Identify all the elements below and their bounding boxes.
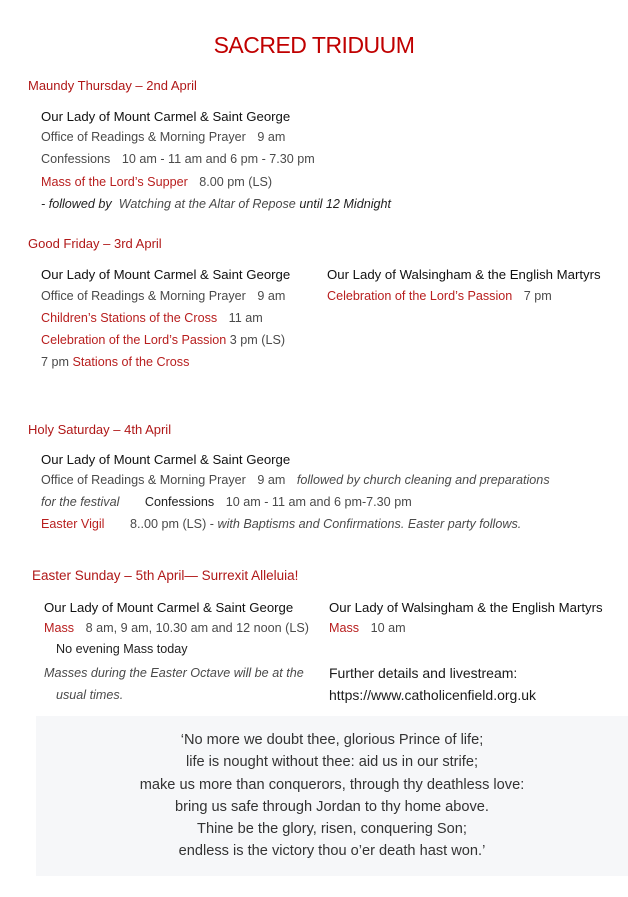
event-time: 10 am - 11 am and 6 pm - 7.30 pm [121,152,315,166]
day-heading: Good Friday – 3rd April [28,236,162,251]
schedule-line [41,517,521,531]
event-label: Office of Readings & Morning Prayer [41,130,246,144]
event-label: Office of Readings & Morning Prayer [41,473,246,487]
no-evening-mass: No evening Mass today [56,642,188,656]
schedule-line [41,311,263,325]
event-note: for the festival [41,495,120,509]
followed-prefix: - followed by [41,197,112,211]
event-time: 7 pm [41,355,69,369]
event-time: 9 am [257,473,286,487]
schedule-line [41,355,189,369]
church-name: Our Lady of Mount Carmel & Saint George [41,267,291,282]
day-heading: Maundy Thursday – 2nd April [28,78,197,93]
event-time: 9 am [257,130,286,144]
schedule-line [44,621,309,635]
schedule-line [41,289,285,303]
event-label: Mass [44,621,75,635]
day-heading: Easter Sunday – 5th April— Surrexit Alleluia! [32,568,299,583]
church-name: Our Lady of Mount Carmel & Saint George [41,109,291,124]
followed-event: Watching at the Altar of Repose [118,197,296,211]
event-label: Mass of the Lord’s Supper [41,175,188,189]
event-time: 11 am [228,311,263,325]
schedule-line [41,495,412,509]
event-time: 3 pm (LS) [229,333,286,347]
event-time: 9 am [257,289,286,303]
schedule-line [329,621,406,635]
hymn-line: Thine be the glory, risen, conquering Son; [197,821,467,837]
further-details-label: Further details and livestream: [329,665,518,681]
event-label: Office of Readings & Morning Prayer [41,289,246,303]
event-time: 8.00 pm (LS) [199,175,273,189]
hymn-line: endless is the victory thou o’er death hast won.’ [178,843,486,859]
page-title: SACRED TRIDUUM [213,32,415,58]
octave-note: Masses during the Easter Octave will be at the [44,666,304,680]
hymn-line: ‘No more we doubt thee, glorious Prince of life; [180,732,484,748]
event-note: followed by church cleaning and preparations [296,473,550,487]
event-time: 10 am - 11 am and 6 pm-7.30 pm [225,495,412,509]
event-time: 10 am [370,621,406,635]
event-label: Confessions [144,495,215,509]
event-label: Celebration of the Lord’s Passion [41,333,227,347]
event-time: 8..00 pm (LS) - [129,517,214,531]
event-time: 8 am, 9 am, 10.30 am and 12 noon (LS) [85,621,309,635]
website-link[interactable]: https://www.catholicenfield.org.uk [329,687,536,703]
schedule-line [41,473,550,487]
event-time: 7 pm [523,289,552,303]
church-name: Our Lady of Mount Carmel & Saint George [44,600,294,615]
event-label: Confessions [41,152,111,166]
hymn-line: bring us safe through Jordan to thy home above. [175,799,489,815]
schedule-line [41,197,391,211]
event-label: Celebration of the Lord’s Passion [327,289,513,303]
schedule-line [41,152,315,166]
event-label: Easter Vigil [41,517,105,531]
church-name: Our Lady of Mount Carmel & Saint George [41,452,291,467]
event-label: Mass [329,621,360,635]
hymn-line: life is nought without thee: aid us in our strife; [185,754,479,770]
church-name: Our Lady of Walsingham & the English Martyrs [327,267,601,282]
day-heading: Holy Saturday – 4th April [28,422,172,437]
followed-suffix: until 12 Midnight [299,197,392,211]
schedule-line [41,175,272,189]
hymn-line: make us more than conquerors, through thy deathless love: [139,777,525,793]
event-note: with Baptisms and Confirmations. Easter party follows. [217,517,522,531]
church-name: Our Lady of Walsingham & the English Martyrs [329,600,603,615]
schedule-line [327,289,552,303]
event-label: Children’s Stations of the Cross [41,311,218,325]
schedule-line [41,333,285,347]
event-label: Stations of the Cross [72,355,190,369]
octave-note: usual times. [56,688,124,702]
schedule-line [41,130,285,144]
